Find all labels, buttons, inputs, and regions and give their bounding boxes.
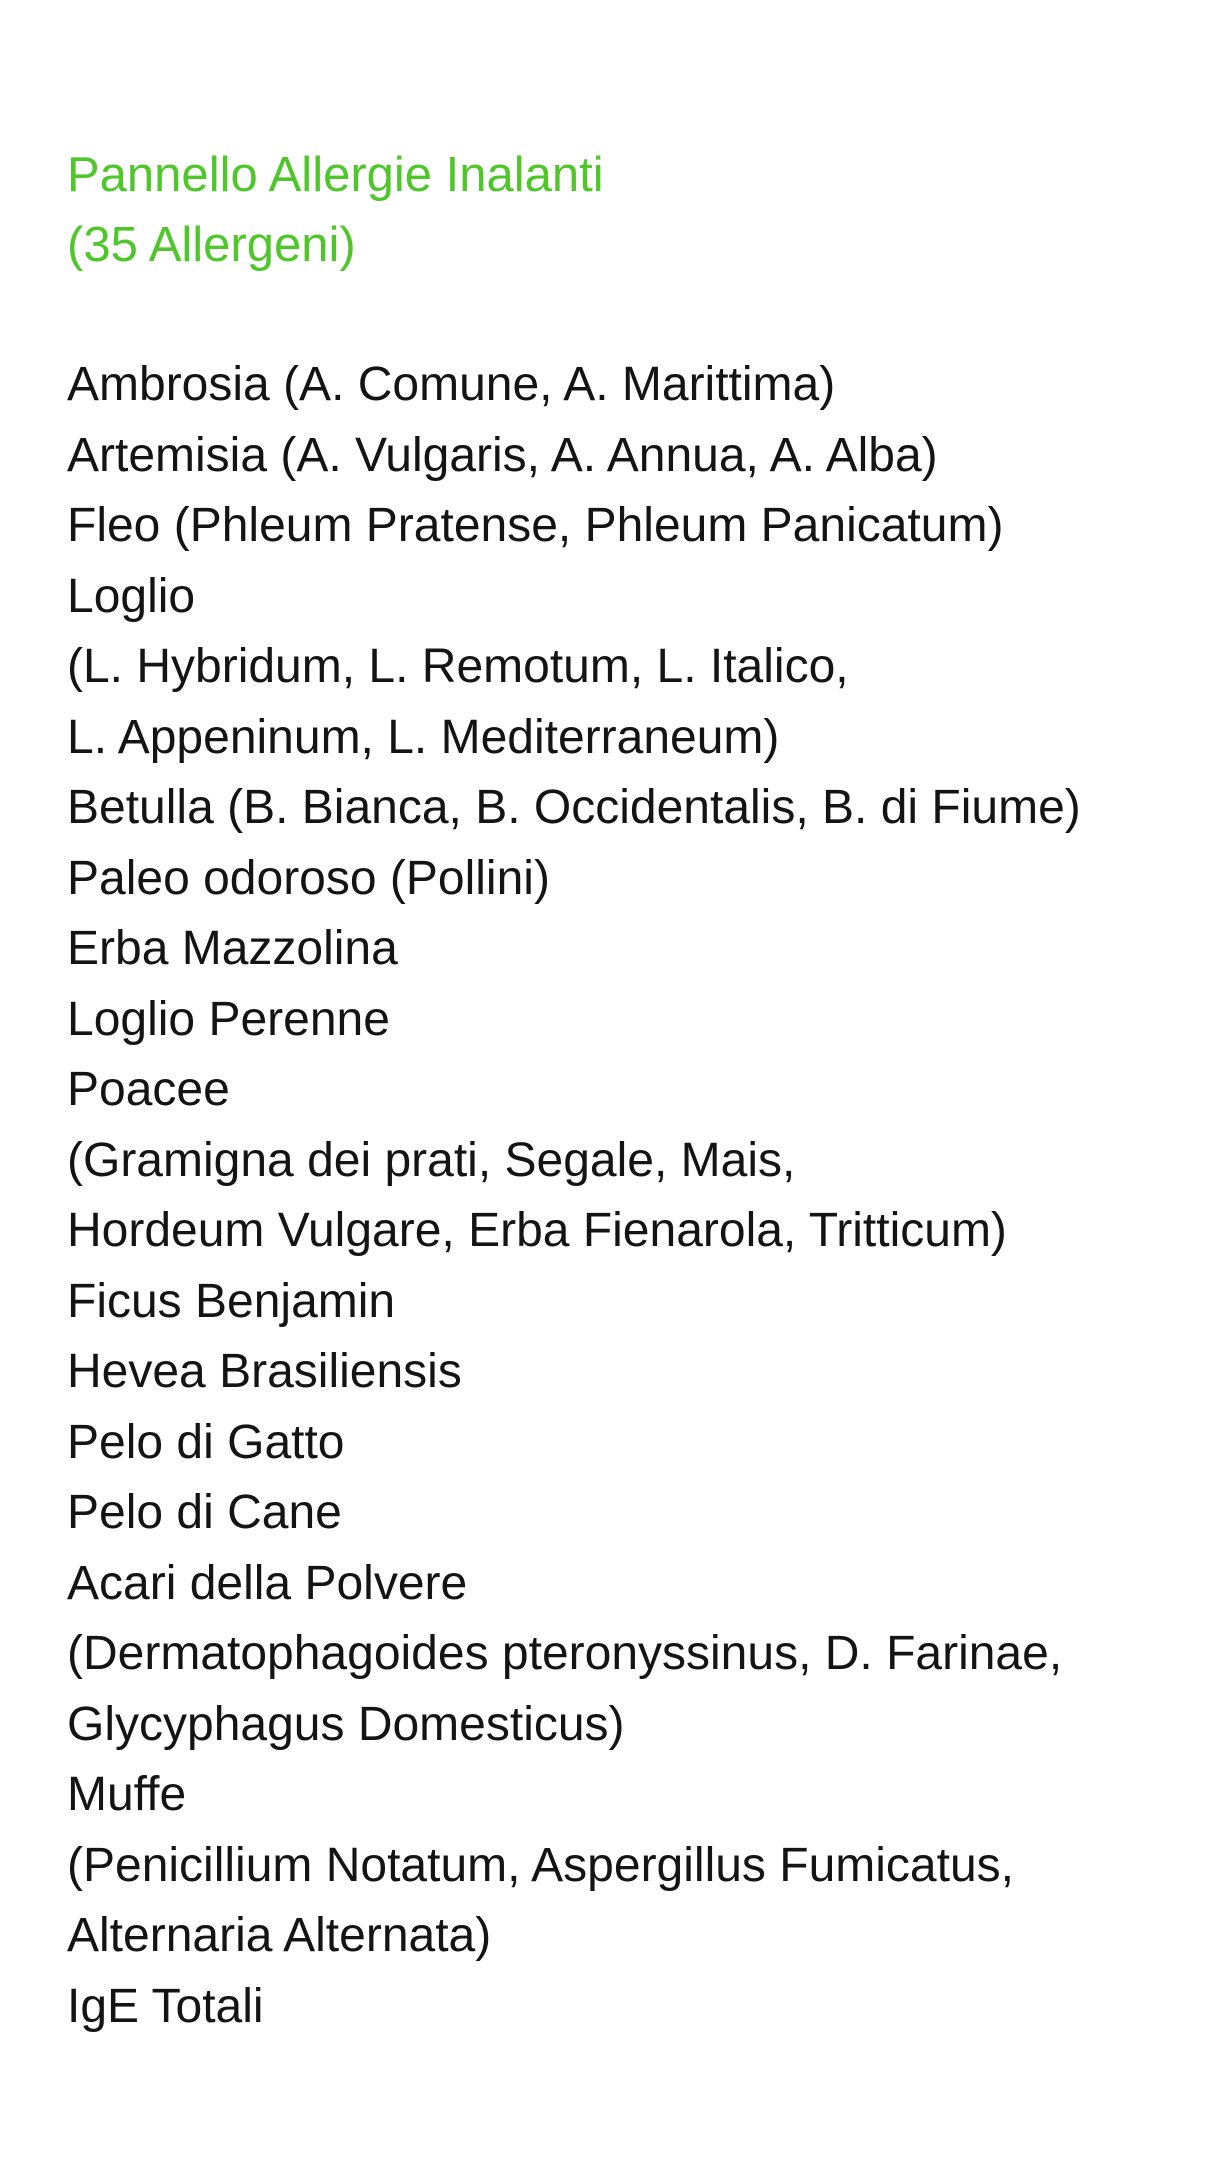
allergen-line: (Gramigna dei prati, Segale, Mais, <box>67 1133 796 1187</box>
allergen-line: Paleo odoroso (Pollini) <box>67 851 550 905</box>
panel-title <box>67 140 1207 280</box>
allergen-line: Acari della Polvere <box>67 1556 468 1610</box>
allergen-line: Pelo di Gatto <box>67 1415 345 1469</box>
allergen-line: (L. Hybridum, L. Remotum, L. Italico, <box>67 640 849 693</box>
allergen-line: Ficus Benjamin <box>67 1274 396 1328</box>
allergen-line: Betulla (B. Bianca, B. Occidentalis, B. di Fiume) <box>67 781 1081 834</box>
allergen-line: Glycyphagus Domesticus) <box>67 1697 625 1751</box>
allergen-line: L. Appeninum, L. Mediterraneum) <box>67 710 780 764</box>
panel-title-line-2: (35 Allergeni) <box>67 218 356 272</box>
allergen-line: Erba Mazzolina <box>67 922 398 975</box>
allergen-line: Alternaria Alternata) <box>67 1909 492 1962</box>
allergen-list <box>67 350 1207 2042</box>
allergen-line: (Dermatophagoides pteronyssinus, D. Farinae, <box>67 1627 1063 1680</box>
allergen-line: IgE Totali <box>67 1979 264 2033</box>
allergen-line: Ambrosia (A. Comune, A. Marittima) <box>67 358 836 411</box>
allergen-line: Pelo di Cane <box>67 1486 342 1539</box>
allergen-line: Artemisia (A. Vulgaris, A. Annua, A. Alba) <box>67 428 938 482</box>
panel-title-line-1: Pannello Allergie Inalanti <box>67 148 604 202</box>
document-page <box>67 140 1207 2042</box>
allergen-line: Hordeum Vulgare, Erba Fienarola, Tritticum) <box>67 1204 1007 1257</box>
allergen-line: Loglio Perenne <box>67 992 390 1046</box>
allergen-line: Hevea Brasiliensis <box>67 1345 462 1398</box>
allergen-line: Fleo (Phleum Pratense, Phleum Panicatum) <box>67 499 1004 552</box>
allergen-line: (Penicillium Notatum, Aspergillus Fumicatus, <box>67 1838 1014 1892</box>
allergen-line: Poacee <box>67 1063 230 1116</box>
allergen-line: Muffe <box>67 1768 187 1821</box>
allergen-line: Loglio <box>67 569 196 623</box>
